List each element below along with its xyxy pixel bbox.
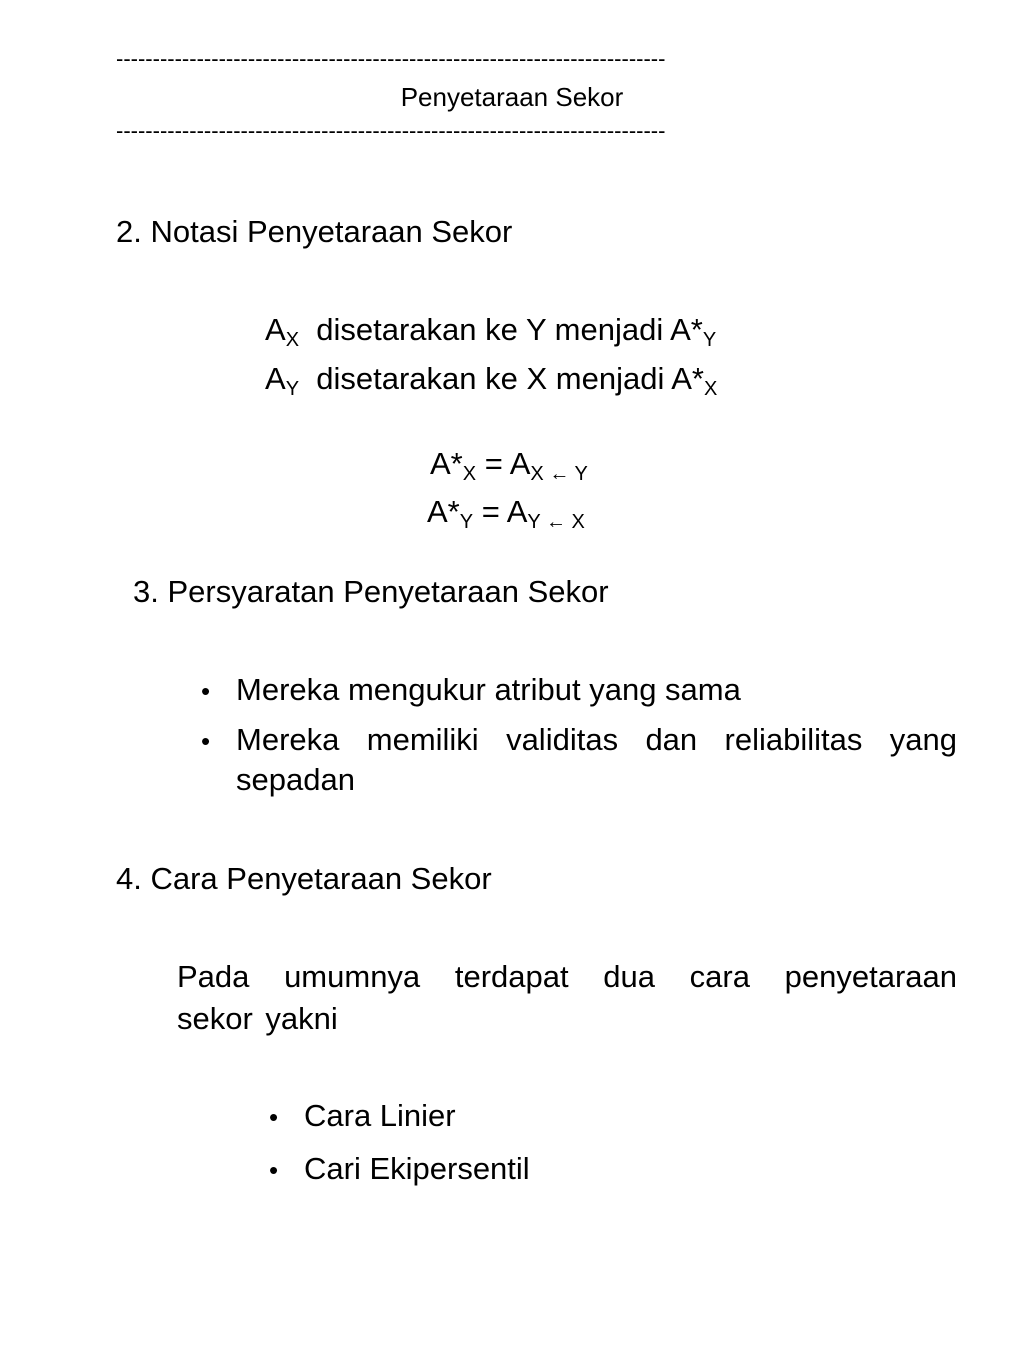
list-item: Mereka mengukur atribut yang sama bbox=[236, 672, 741, 707]
list-item: Cari Ekipersentil bbox=[304, 1151, 530, 1186]
notation-text: disetarakan ke Y menjadi A* bbox=[316, 312, 703, 347]
equation-rhs: A bbox=[506, 494, 528, 529]
subscript: Y ← X bbox=[527, 511, 585, 533]
equals-sign: = bbox=[481, 494, 500, 529]
notation-line-2 bbox=[265, 361, 718, 400]
equals-sign: = bbox=[484, 446, 503, 481]
symbol-a: A bbox=[265, 361, 286, 396]
notation-text: disetarakan ke X menjadi A* bbox=[316, 361, 704, 396]
equation-lhs: A* bbox=[430, 446, 463, 481]
header-rule-bottom: --------------------------------------------------------------------------- bbox=[116, 118, 666, 143]
subscript: Y bbox=[285, 378, 300, 400]
subscript: X bbox=[704, 378, 718, 400]
page-title: Penyetaraan Sekor bbox=[400, 82, 624, 112]
section-heading-persyaratan: 3. Persyaratan Penyetaraan Sekor bbox=[133, 574, 609, 609]
header-rule-top: --------------------------------------------------------------------------- bbox=[116, 46, 666, 71]
notation-line-1 bbox=[265, 312, 717, 351]
section-heading-cara: 4. Cara Penyetaraan Sekor bbox=[116, 861, 492, 896]
subscript: X ← Y bbox=[530, 463, 588, 485]
bullet-icon: • bbox=[201, 726, 211, 756]
list-item: Mereka memiliki validitas dan reliabilitas yang bbox=[236, 722, 957, 757]
subscript: Y bbox=[702, 329, 717, 351]
equation-lhs: A* bbox=[427, 494, 460, 529]
equation-rhs: A bbox=[509, 446, 531, 481]
symbol-a: A bbox=[265, 312, 286, 347]
paragraph-line: sekor yakni bbox=[177, 1001, 338, 1036]
equation-1 bbox=[430, 446, 588, 485]
bullet-icon: • bbox=[269, 1102, 279, 1132]
bullet-icon: • bbox=[269, 1155, 279, 1185]
subscript: X bbox=[285, 329, 300, 351]
list-item: Cara Linier bbox=[304, 1098, 456, 1133]
subscript: Y bbox=[459, 511, 474, 533]
subscript: X bbox=[462, 463, 477, 485]
paragraph-line: Pada umumnya terdapat dua cara penyetaraan bbox=[177, 959, 957, 994]
list-item-continuation: sepadan bbox=[236, 762, 355, 797]
section-heading-notasi: 2. Notasi Penyetaraan Sekor bbox=[116, 214, 513, 249]
equation-2 bbox=[427, 494, 585, 533]
bullet-icon: • bbox=[201, 676, 211, 706]
